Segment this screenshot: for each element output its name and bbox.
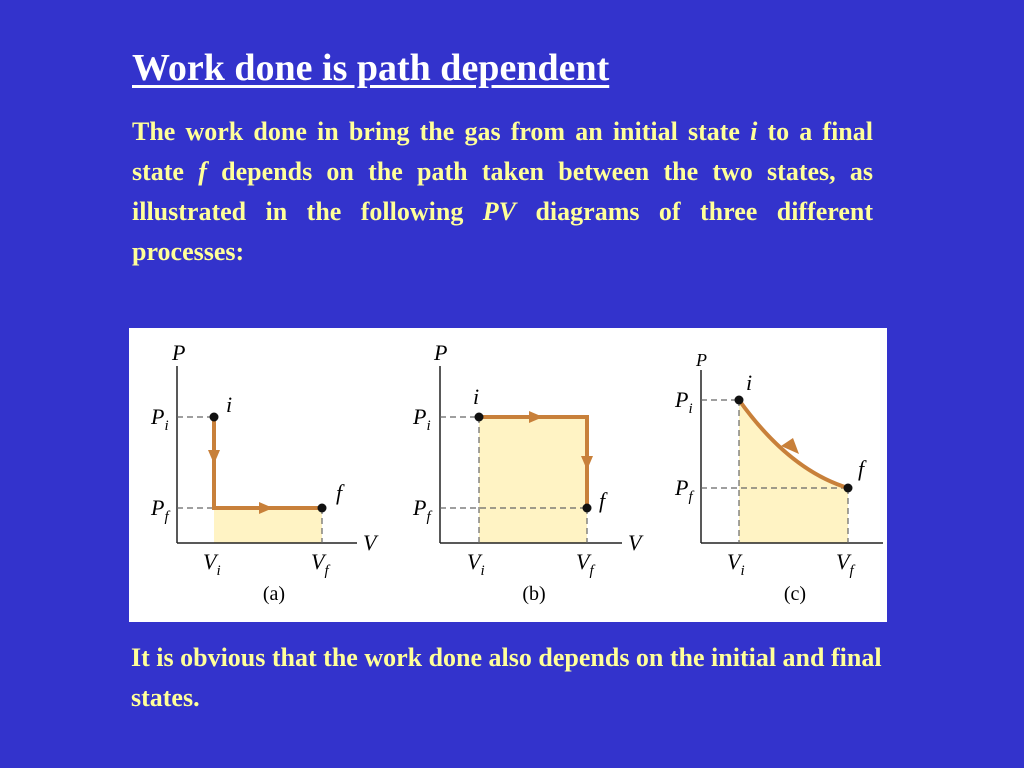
caption-b: (b) [522,583,546,605]
state-f-label-c: f [858,456,865,481]
para-text-3: depends on the path taken between the two states, as illustrated in the following [132,157,873,226]
conclusion-note: It is obvious that the work done also depends on the initial and final states. [131,643,882,712]
vi-label-c: $V_i$ [727,549,745,579]
state-i-dot-b [475,413,484,422]
state-f-label-a: f [336,480,343,505]
diagram-a [150,340,379,605]
work-area-a [214,507,322,543]
pf-label-b: $P_f$ [413,495,431,525]
state-f-dot-a [318,504,327,513]
p-axis-label-b: P [434,340,448,365]
vi-label-b: $V_i$ [467,549,485,579]
state-f-dot-c [844,484,853,493]
pi-label-a: $P_i$ [151,404,169,434]
vf-label-b: $V_f$ [576,549,594,579]
work-area-b [479,417,587,543]
para-text-1: The work done in bring the gas from an initial state [132,117,751,146]
p-axis-label-a: P [172,340,186,365]
vf-label-c: $V_f$ [836,549,854,579]
var-f: f [198,157,207,186]
arrow-down-a [208,450,220,464]
diagram-c [674,350,883,605]
pi-label-b: $P_i$ [413,404,431,434]
pi-label-c: $P_i$ [675,387,693,417]
caption-c: (c) [783,583,807,605]
state-f-dot-b [583,504,592,513]
caption-a: (a) [262,583,286,605]
vi-label-a: $V_i$ [203,549,221,579]
state-i-label-a: i [226,392,233,417]
v-axis-label-b: V [628,530,642,555]
process-path-a [214,417,322,508]
intro-paragraph [132,112,873,272]
para-text-2: to a final state [132,117,873,186]
diagram-b [412,340,644,605]
v-axis-label-a: V [363,530,377,555]
state-i-dot-a [210,413,219,422]
para-text-4: diagrams of three different processes: [132,197,873,266]
var-pv: PV [482,197,517,226]
p-axis-label-c: P [696,350,707,370]
pf-label-c: $P_f$ [675,475,693,505]
state-i-label-c: i [746,370,753,395]
pv-diagrams-figure [129,328,887,622]
var-i: i [750,117,758,146]
slide-title: Work done is path dependent [132,47,610,89]
state-i-dot-c [735,396,744,405]
state-f-label-b: f [599,488,606,513]
state-i-label-b: i [473,384,480,409]
pf-label-a: $P_f$ [151,495,169,525]
vf-label-a: $V_f$ [311,549,329,579]
